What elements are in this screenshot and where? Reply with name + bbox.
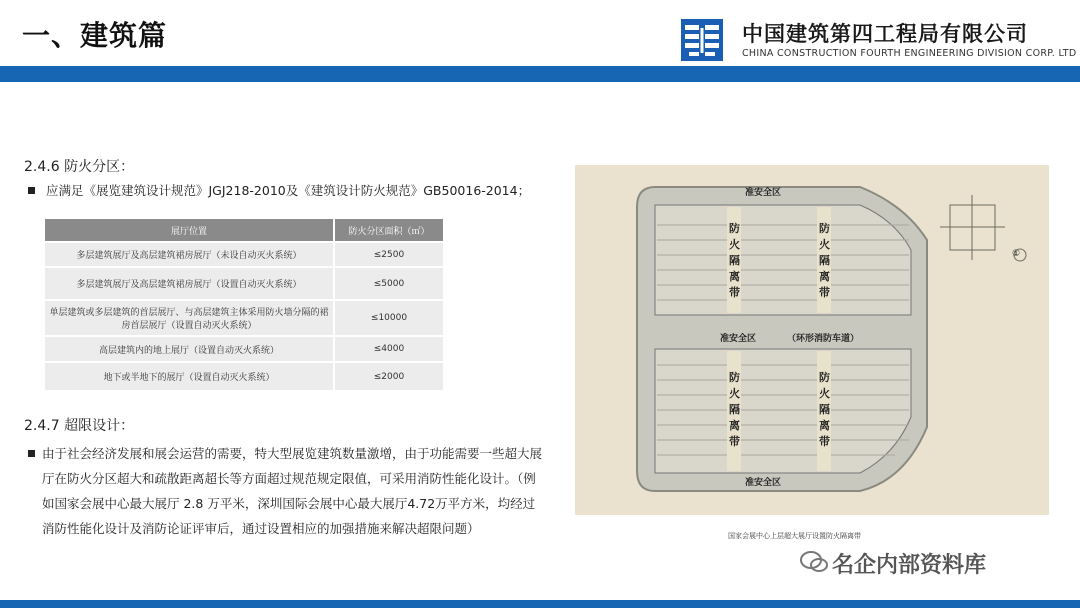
header-bar	[0, 66, 1080, 82]
table-row	[45, 336, 443, 362]
table-row	[45, 300, 443, 336]
wechat-icon	[800, 550, 828, 578]
plan-label-middle-left: 准安全区	[720, 334, 757, 344]
bullet-square	[28, 187, 35, 194]
table-cell-location: 高层建筑内的地上展厅（设置自动灭火系统）	[45, 336, 334, 362]
table-cell-location: 单层建筑或多层建筑的首层展厅、与高层建筑主体采用防火墙分隔的裙房首层展厅（设置自动灭火系统）	[45, 300, 334, 336]
plan-circle-mark: ①	[1012, 249, 1021, 259]
table-cell-area: ≤2000	[334, 362, 443, 390]
table-header-row	[45, 219, 443, 242]
table-header-location: 展厅位置	[45, 219, 334, 242]
fire-belt-label: 防火隔离带	[729, 222, 740, 299]
exhibition-plan-drawing	[575, 165, 1049, 515]
table-cell-area: ≤5000	[334, 267, 443, 300]
company-logo	[681, 19, 723, 61]
fire-belt-label: 防火隔离带	[729, 371, 740, 448]
section-heading-fire-zone: 2.4.6 防火分区：	[24, 159, 135, 175]
table-cell-location: 地下或半地下的展厅（设置自动灭火系统）	[45, 362, 334, 390]
footer-bar	[0, 600, 1080, 608]
table-row	[45, 362, 443, 390]
table-cell-location: 多层建筑展厅及高层建筑裙房展厅（未设自动灭火系统）	[45, 242, 334, 267]
table-cell-area: ≤10000	[334, 300, 443, 336]
table-row	[45, 267, 443, 300]
section-heading-over-limit: 2.4.7 超限设计：	[24, 418, 135, 434]
table-cell-area: ≤4000	[334, 336, 443, 362]
fire-belt-label: 防火隔离带	[819, 222, 830, 299]
watermark: 名企内部资料库	[832, 553, 987, 578]
table-header-area: 防火分区面积（㎡）	[334, 219, 443, 242]
fire-zone-table	[45, 219, 443, 390]
table-cell-location: 多层建筑展厅及高层建筑裙房展厅（设置自动灭火系统）	[45, 267, 334, 300]
company-name-cn: 中国建筑第四工程局有限公司	[742, 22, 1028, 46]
plan-label-bottom: 准安全区	[745, 478, 782, 488]
fire-belt-label: 防火隔离带	[819, 371, 830, 448]
company-name-en: CHINA CONSTRUCTION FOURTH ENGINEERING DIVISION CORP. LTD	[742, 48, 1077, 59]
fire-zone-bullet: 应满足《展览建筑设计规范》JGJ218-2010及《建筑设计防火规范》GB50016-2014；	[46, 183, 531, 198]
plan-caption: 国家会展中心上层超大展厅设置防火隔离带	[728, 532, 861, 540]
plan-label-middle-right: （环形消防车道）	[787, 334, 860, 344]
bullet-square	[28, 450, 35, 457]
over-limit-paragraph: 由于社会经济发展和展会运营的需要，特大型展览建筑数量激增，由于功能需要一些超大展厅在防火分区超大和疏散距离超长等方面超过规范规定限值，可采用消防性能化设计。（例如国家会展中心最大展厅 2.8 万平米，深圳国际会展中心最大展厅4.72万平方米，均经过消防性能化设计及消防论证评审后，通过设置相应的加强措施来解决超限问题）	[42, 446, 543, 536]
plan-label-top: 准安全区	[745, 188, 782, 198]
table-row	[45, 242, 443, 267]
table-cell-area: ≤2500	[334, 242, 443, 267]
page-title: 一、建筑篇	[22, 19, 168, 52]
